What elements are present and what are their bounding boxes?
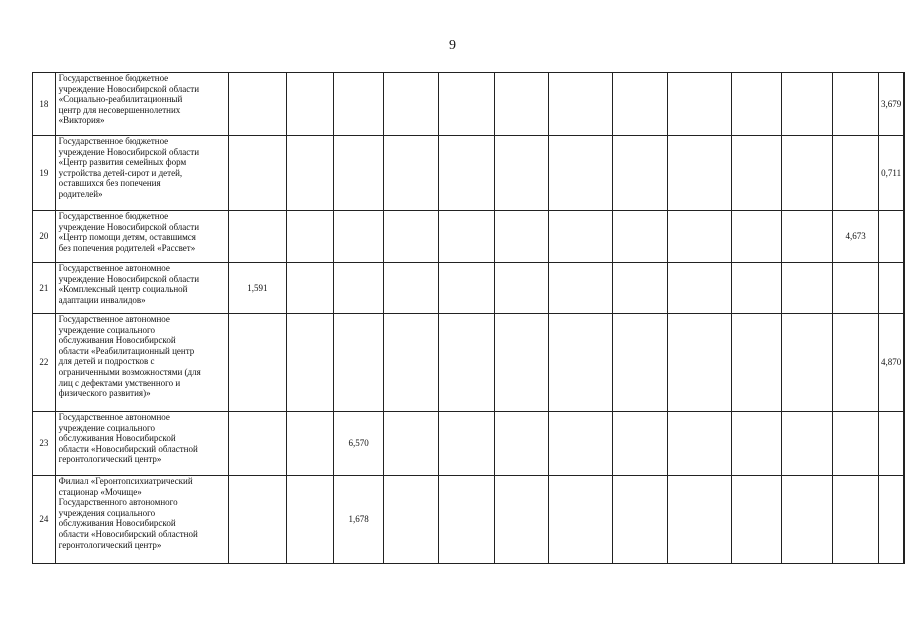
- value-cell: [782, 412, 833, 476]
- value-cell: [494, 136, 548, 211]
- institution-name: Государственное бюджетное учреждение Новосибирской области «Социально-реабилитационный центр для несовершеннолетних «Виктория»: [55, 73, 228, 136]
- value-cell: [549, 73, 612, 136]
- value-cell: [667, 412, 731, 476]
- value-cell: [228, 136, 286, 211]
- value-cell: [549, 136, 612, 211]
- value-cell: 6,570: [334, 412, 384, 476]
- value-cell: 4,673: [832, 211, 878, 263]
- value-cell: [879, 476, 904, 564]
- value-cell: [228, 211, 286, 263]
- value-cell: [832, 314, 878, 412]
- value-cell: [667, 211, 731, 263]
- value-cell: [612, 211, 667, 263]
- value-cell: [782, 314, 833, 412]
- value-cell: [549, 412, 612, 476]
- value-cell: [782, 263, 833, 314]
- value-cell: [904, 314, 905, 412]
- value-cell: [494, 211, 548, 263]
- value-cell: [732, 136, 782, 211]
- value-cell: [334, 136, 384, 211]
- value-cell: [904, 136, 905, 211]
- row-number: 21: [33, 263, 56, 314]
- value-cell: [832, 412, 878, 476]
- institution-name: Государственное автономное учреждение социального обслуживания Новосибирской области «Новосибирский областной геронтологический центр»: [55, 412, 228, 476]
- value-cell: [334, 314, 384, 412]
- row-number: 18: [33, 73, 56, 136]
- value-cell: [286, 476, 333, 564]
- institution-name: Филиал «Геронтопсихиатрический стационар «Мочище» Государственного автономного учреждения социального обслуживания Новосибирской области «Новосибирский областной геронтологический центр»: [55, 476, 228, 564]
- value-cell: [879, 412, 904, 476]
- institution-name: Государственное бюджетное учреждение Новосибирской области «Центр развития семейных форм устройства детей-сирот и детей, оставшихся без попечения родителей»: [55, 136, 228, 211]
- table-row: [33, 263, 905, 314]
- value-cell: [667, 476, 731, 564]
- value-cell: [494, 476, 548, 564]
- value-cell: [612, 412, 667, 476]
- value-cell: [732, 476, 782, 564]
- value-cell: [904, 73, 905, 136]
- value-cell: [228, 314, 286, 412]
- value-cell: [612, 136, 667, 211]
- value-cell: [549, 263, 612, 314]
- value-cell: [438, 476, 494, 564]
- row-number: 20: [33, 211, 56, 263]
- value-cell: [384, 412, 438, 476]
- value-cell: [494, 314, 548, 412]
- value-cell: [438, 73, 494, 136]
- value-cell: [549, 314, 612, 412]
- value-cell: [667, 263, 731, 314]
- row-number: 22: [33, 314, 56, 412]
- value-cell: [286, 73, 333, 136]
- value-cell: [782, 136, 833, 211]
- value-cell: [904, 412, 905, 476]
- value-cell: [879, 263, 904, 314]
- row-number: 23: [33, 412, 56, 476]
- value-cell: [612, 476, 667, 564]
- value-cell: [438, 136, 494, 211]
- value-cell: [384, 73, 438, 136]
- value-cell: [494, 73, 548, 136]
- table-row: [33, 211, 905, 263]
- value-cell: [782, 211, 833, 263]
- institution-name: Государственное автономное учреждение социального обслуживания Новосибирской области «Реабилитационный центр для детей и подростков с ограниченными возможностями (для лиц с дефектами умственного и физического развития)»: [55, 314, 228, 412]
- value-cell: [286, 412, 333, 476]
- value-cell: [612, 314, 667, 412]
- value-cell: [384, 314, 438, 412]
- value-cell: [612, 263, 667, 314]
- value-cell: [549, 476, 612, 564]
- value-cell: [228, 412, 286, 476]
- institution-name: Государственное автономное учреждение Новосибирской области «Комплексный центр социальной адаптации инвалидов»: [55, 263, 228, 314]
- institution-name: Государственное бюджетное учреждение Новосибирской области «Центр помощи детям, оставшимся без попечения родителей «Рассвет»: [55, 211, 228, 263]
- value-cell: [732, 314, 782, 412]
- value-cell: [732, 412, 782, 476]
- value-cell: [384, 136, 438, 211]
- value-cell: 3,679: [879, 73, 904, 136]
- value-cell: [732, 73, 782, 136]
- value-cell: [384, 211, 438, 263]
- value-cell: [549, 211, 612, 263]
- value-cell: 4,870: [879, 314, 904, 412]
- page-number: 9: [449, 38, 456, 53]
- value-cell: [782, 476, 833, 564]
- row-number: 19: [33, 136, 56, 211]
- table-row: [33, 73, 905, 136]
- value-cell: [732, 211, 782, 263]
- value-cell: [334, 73, 384, 136]
- value-cell: [832, 136, 878, 211]
- value-cell: [879, 211, 904, 263]
- value-cell: [667, 136, 731, 211]
- value-cell: [384, 476, 438, 564]
- value-cell: [904, 211, 905, 263]
- value-cell: [228, 73, 286, 136]
- table-row: [33, 136, 905, 211]
- value-cell: [286, 136, 333, 211]
- table-row: [33, 412, 905, 476]
- value-cell: [904, 263, 905, 314]
- value-cell: [832, 476, 878, 564]
- value-cell: [334, 211, 384, 263]
- value-cell: [438, 211, 494, 263]
- value-cell: [832, 263, 878, 314]
- value-cell: [494, 263, 548, 314]
- row-number: 24: [33, 476, 56, 564]
- data-table: [32, 72, 905, 564]
- value-cell: [438, 263, 494, 314]
- value-cell: [334, 263, 384, 314]
- value-cell: [904, 476, 905, 564]
- value-cell: [612, 73, 667, 136]
- value-cell: [286, 314, 333, 412]
- value-cell: [384, 263, 438, 314]
- value-cell: 1,678: [334, 476, 384, 564]
- value-cell: 0,711: [879, 136, 904, 211]
- value-cell: [438, 412, 494, 476]
- value-cell: 1,591: [228, 263, 286, 314]
- value-cell: [667, 314, 731, 412]
- value-cell: [228, 476, 286, 564]
- table-body: [33, 73, 905, 564]
- value-cell: [732, 263, 782, 314]
- value-cell: [494, 412, 548, 476]
- value-cell: [832, 73, 878, 136]
- value-cell: [667, 73, 731, 136]
- table-row: [33, 476, 905, 564]
- table-row: [33, 314, 905, 412]
- value-cell: [438, 314, 494, 412]
- value-cell: [286, 211, 333, 263]
- value-cell: [286, 263, 333, 314]
- value-cell: [782, 73, 833, 136]
